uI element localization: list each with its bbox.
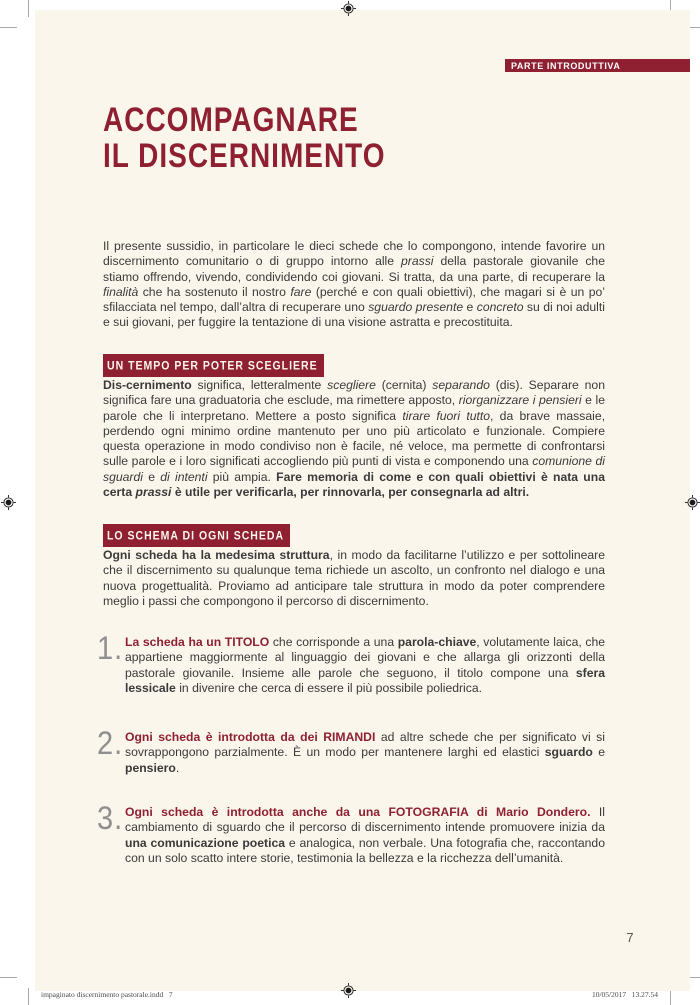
list-number: 2. <box>97 725 124 762</box>
text-run: della pastorale giovanile che stiamo offrendo, vivendo, condividendo coi giovani. Si tratta, da una parte, di recuperare la <box>103 254 605 284</box>
text-run: in divenire che cerca di essere il più possibile poliedrica. <box>175 680 483 695</box>
registration-mark-icon <box>1 495 16 510</box>
text-run: , volutamente laica, che appartiene maggiormente al linguaggio dei giovani e che allarga gli orizzonti della pastorale giovanile. Insieme alle parole che seguono, il titolo compone una <box>125 635 606 680</box>
section-paragraph-lo-schema <box>103 548 605 609</box>
text-run: di intenti <box>160 469 208 484</box>
text-run: tirare fuori tutto <box>402 408 491 423</box>
text-run: e <box>142 469 161 484</box>
text-run: fare <box>290 284 312 299</box>
registration-mark-icon <box>685 495 700 510</box>
crop-mark <box>28 0 29 17</box>
title-line-1: ACCOMPAGNARE <box>103 100 359 139</box>
list-item-3 <box>97 800 605 866</box>
crop-mark <box>28 988 29 1005</box>
text-run: riorganizzare i pensieri <box>458 393 582 408</box>
page-number: 7 <box>626 930 634 945</box>
text-run: sfera lessicale <box>125 665 605 695</box>
text-run: , in modo da facilitarne l’utilizzo e per sottolineare che il discernimento su qualunque tema richiede un ascolto, un confronto nel dialogo e una nuova progettualità. Proviamo ad anticipare tale struttura in modo da poter comprendere meglio i passi che compongono il percorso di discernimento. <box>103 548 605 608</box>
slug-datetime: 10/05/2017 13.27.54 <box>591 990 658 999</box>
text-run: significa, letteralmente <box>191 378 328 392</box>
text-run: parola-chiave <box>397 635 477 649</box>
text-run: (cernita) <box>375 378 433 392</box>
text-run: La scheda ha un TITOLO <box>125 635 270 649</box>
text-run: Ogni scheda ha la medesima struttura <box>103 548 330 562</box>
text-run: che ha sostenuto il nostro <box>138 284 291 299</box>
text-run: Il presente sussidio, in particolare le dieci schede che lo compongono, intende favorire un discernimento comunitario o di gruppo intorno alle <box>103 239 605 269</box>
section-heading-label: LO SCHEMA DI OGNI SCHEDA <box>107 529 285 543</box>
text-run: (perché e con quali obiettivi), che magari si è un po’ sfilacciata nel tempo, dall’altra di recuperare uno <box>103 284 605 315</box>
list-number: 1. <box>97 630 124 667</box>
section-heading-lo-schema <box>103 524 290 547</box>
section-paragraph-un-tempo <box>103 378 605 500</box>
text-run: . <box>175 760 180 775</box>
text-run: Ogni scheda è introdotta anche da una FOTOGRAFIA di Mario Dondero. <box>125 805 591 819</box>
text-run: finalità <box>103 284 139 299</box>
list-item-text <box>97 730 605 776</box>
text-run: ad altre schede che per significato vi si sovrappongono parzialmente. È un modo per mantenere larghi ed elastici <box>125 730 605 760</box>
text-run: che corrisponde a una <box>269 635 398 649</box>
text-run: concreto <box>476 300 524 315</box>
text-run: e le parole che li interpretano. Mettere a posto significa <box>103 393 605 423</box>
text-run: e <box>463 300 477 315</box>
text-run: (dis). Separare non significa fare una graduatoria che esclude, ma rimettere apposto, <box>103 378 605 408</box>
text-run: più ampia. <box>207 469 277 484</box>
list-item-2 <box>97 725 605 776</box>
text-run: è utile per verificarla, per rinnovarla, per consegnarla ad altri. <box>171 485 530 500</box>
registration-mark-icon <box>341 1 356 16</box>
section-heading-un-tempo <box>103 354 324 377</box>
text-run: prassi <box>135 485 172 500</box>
slug-filename: impaginato discernimento pastorale.indd 7 <box>41 990 173 999</box>
section-header-bar <box>505 59 690 72</box>
page-title <box>103 102 386 174</box>
text-run: una comunicazione poetica <box>125 835 286 850</box>
text-run: e analogica, non verbale. Una fotografia che, raccontando con un solo scatto intere storie, testimonia la bellezza e la ricchezza dell’umanità. <box>125 835 605 865</box>
text-run: comunione di sguardi <box>103 454 605 484</box>
title-line-2: IL DISCERNIMENTO <box>103 136 386 175</box>
text-run: scegliere <box>327 378 376 392</box>
section-heading-label: UN TEMPO PER POTER SCEGLIERE <box>107 359 318 373</box>
text-run: prassi <box>401 254 434 269</box>
text-run: su di noi adulti e sui giovani, per fuggire la tentazione di una visione astratta e precostituita. <box>103 300 605 330</box>
text-run: pensiero <box>125 760 176 775</box>
crop-mark <box>0 27 17 28</box>
text-run: Fare memoria di come e con quali obiettivi è nata una certa <box>103 469 605 500</box>
list-number: 3. <box>97 800 124 837</box>
page <box>35 10 690 991</box>
text-run: Dis-cernimento <box>103 378 192 392</box>
section-header-label: PARTE INTRODUTTIVA <box>511 60 621 71</box>
registration-mark-icon <box>341 983 356 998</box>
text-run: Ogni scheda è introdotta da dei RIMANDI <box>125 730 376 744</box>
text-run: , da brave massaie, perdendo ogni minimo ordine mantenuto per uno più articolato e funzionale. Compiere questa operazione in modo condiviso non è facile, né veloce, ma permette di confrontarsi sulle parole e i loro significati accogliendo più punti di vista e componendo una <box>103 408 606 469</box>
intro-paragraph <box>103 239 605 331</box>
list-item-1 <box>97 630 606 696</box>
text-run: sguardo <box>544 745 593 760</box>
text-run: Il cambiamento di sguardo che il percorso di discernimento intende promuovere inizia da <box>125 805 605 835</box>
text-run: separando <box>432 378 490 392</box>
crop-mark <box>0 977 17 978</box>
text-run: e <box>592 745 605 760</box>
text-run: sguardo presente <box>368 300 464 315</box>
list-item-text <box>97 635 605 696</box>
list-item-text <box>97 805 605 866</box>
